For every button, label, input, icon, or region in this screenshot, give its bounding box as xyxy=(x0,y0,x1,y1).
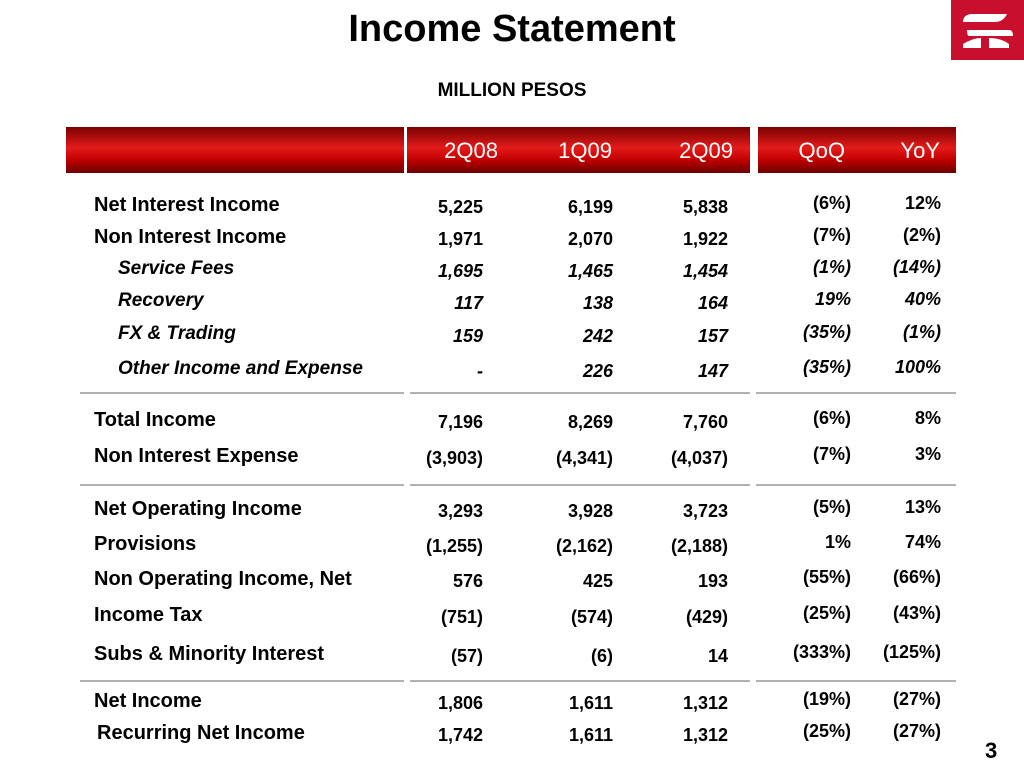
table-cell: 2,070 xyxy=(567,229,613,249)
row-label: Subs & Minority Interest xyxy=(94,643,325,665)
table-cell: 138 xyxy=(582,293,613,313)
table-cell: 1,312 xyxy=(682,725,728,745)
table-cell: (43%) xyxy=(892,603,941,623)
table-cell: (1%) xyxy=(812,257,851,277)
table-cell: 1,611 xyxy=(568,725,613,745)
table-cell: 1,465 xyxy=(567,261,613,281)
row-label: FX & Trading xyxy=(118,323,236,344)
table-cell: (25%) xyxy=(802,721,851,741)
row-label: Non Operating Income, Net xyxy=(94,568,352,590)
table-cell: (27%) xyxy=(892,721,941,741)
table-cell: 8% xyxy=(914,408,941,428)
table-cell: 7,760 xyxy=(682,412,728,432)
table-cell: (4,341) xyxy=(555,448,613,468)
page-title: Income Statement xyxy=(348,8,676,50)
table-cell: (751) xyxy=(440,607,483,627)
section-divider xyxy=(80,392,956,394)
table-cell: 159 xyxy=(452,326,483,346)
table-cell: - xyxy=(477,361,483,381)
table-cell: (57) xyxy=(450,646,483,666)
table-cell: 3,928 xyxy=(567,501,613,521)
table-cell: 157 xyxy=(697,326,728,346)
table-cell: (6%) xyxy=(812,193,851,213)
column-header-yoy: YoY xyxy=(900,138,940,163)
table-cell: 19% xyxy=(814,289,851,309)
table-cell: 1,611 xyxy=(568,693,613,713)
table-cell: (55%) xyxy=(802,567,851,587)
table-cell: (2,162) xyxy=(555,536,613,556)
table-cell: 1,742 xyxy=(437,725,483,745)
table-cell: 1% xyxy=(824,532,851,552)
table-cell: 40% xyxy=(904,289,941,309)
row-label: Service Fees xyxy=(118,258,235,279)
table-cell: (1%) xyxy=(902,322,941,342)
table-cell: 3,293 xyxy=(437,501,483,521)
table-cell: (7%) xyxy=(812,225,851,245)
table-cell: 6,199 xyxy=(567,197,613,217)
table-cell: (6) xyxy=(591,646,613,666)
table-cell: 1,922 xyxy=(682,229,728,249)
table-cell: 5,225 xyxy=(437,197,483,217)
table-cell: 100% xyxy=(894,357,941,377)
page-number: 3 xyxy=(985,738,998,763)
table-cell: (333%) xyxy=(792,642,851,662)
row-label: Non Interest Income xyxy=(94,226,287,248)
table-cell: 13% xyxy=(904,497,941,517)
row-label: Net Operating Income xyxy=(94,498,302,520)
table-cell: (125%) xyxy=(882,642,941,662)
table-cell: 164 xyxy=(697,293,728,313)
table-cell: 425 xyxy=(582,571,613,591)
row-label: Income Tax xyxy=(94,604,203,626)
table-cell: (2%) xyxy=(902,225,941,245)
table-cell: (25%) xyxy=(802,603,851,623)
table-cell: 242 xyxy=(582,326,613,346)
table-cell: (6%) xyxy=(812,408,851,428)
column-header-qoq: QoQ xyxy=(798,138,845,163)
page-subtitle: MILLION PESOS xyxy=(437,80,587,101)
table-cell: 226 xyxy=(582,361,613,381)
table-cell: (429) xyxy=(685,607,728,627)
table-cell: 193 xyxy=(697,571,728,591)
row-label: Non Interest Expense xyxy=(94,445,299,467)
row-label: Net Interest Income xyxy=(94,194,280,216)
table-cell: (66%) xyxy=(892,567,941,587)
row-label: Recurring Net Income xyxy=(97,722,305,744)
header-bar-label-column xyxy=(66,127,404,173)
section-divider xyxy=(80,484,956,486)
table-cell: 1,971 xyxy=(437,229,483,249)
table-cell: 8,269 xyxy=(567,412,613,432)
table-cell: 7,196 xyxy=(437,412,483,432)
table-cell: 1,806 xyxy=(437,693,483,713)
table-cell: 576 xyxy=(452,571,483,591)
table-cell: (7%) xyxy=(812,444,851,464)
table-cell: 117 xyxy=(454,293,483,313)
table-cell: (574) xyxy=(570,607,613,627)
table-cell: (2,188) xyxy=(670,536,728,556)
table-cell: 74% xyxy=(904,532,941,552)
table-cell: 3% xyxy=(914,444,941,464)
table-cell: 14 xyxy=(707,646,728,666)
table-cell: (1,255) xyxy=(425,536,483,556)
table-cell: 1,695 xyxy=(437,261,483,281)
table-cell: (35%) xyxy=(802,322,851,342)
table-cell: (3,903) xyxy=(425,448,483,468)
table-cell: 147 xyxy=(697,361,728,381)
table-cell: (4,037) xyxy=(670,448,728,468)
table-cell: (14%) xyxy=(892,257,941,277)
table-cell: (35%) xyxy=(802,357,851,377)
row-label: Total Income xyxy=(94,409,216,431)
column-header-2q08: 2Q08 xyxy=(444,138,498,163)
table-cell: 5,838 xyxy=(682,197,728,217)
section-divider xyxy=(80,680,956,682)
column-header-1q09: 1Q09 xyxy=(558,138,612,163)
table-cell: 3,723 xyxy=(682,501,728,521)
table-cell: 1,454 xyxy=(682,261,728,281)
column-header-2q09: 2Q09 xyxy=(679,138,733,163)
table-cell: (27%) xyxy=(892,689,941,709)
row-label: Recovery xyxy=(118,290,204,311)
row-label: Other Income and Expense xyxy=(118,358,363,379)
bank-logo-icon xyxy=(951,0,1024,60)
table-cell: 12% xyxy=(904,193,941,213)
row-label: Net Income xyxy=(94,690,202,712)
table-cell: (19%) xyxy=(802,689,851,709)
row-label: Provisions xyxy=(94,533,197,555)
table-cell: 1,312 xyxy=(682,693,728,713)
table-cell: (5%) xyxy=(812,497,851,517)
